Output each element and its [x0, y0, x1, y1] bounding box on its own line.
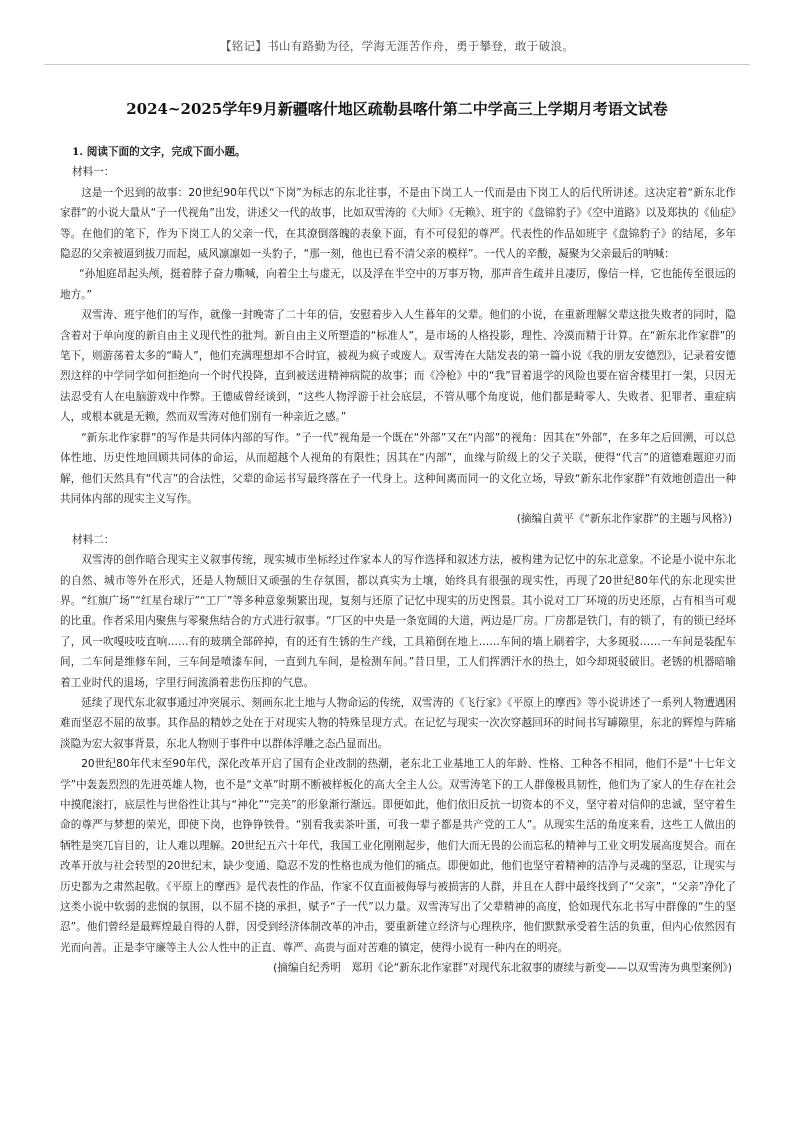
material-2-source: (摘编自纪秀明 郑玥《论“新东北作家群”对现代东北叙事的赓续与新变——以双雪涛为典型案例》) [273, 962, 732, 975]
page-title: 2024~2025学年9月新疆喀什地区疏勒县喀什第二中学高三上学期月考语文试卷 [126, 100, 668, 118]
material-1-source: (摘编自黄平《“新东北作家群”的主题与风格》) [516, 513, 732, 526]
material-2-paragraph: 20世纪80年代末至90年代，深化改革开启了国有企业改制的热潮，老东北工业基地工人的年龄、性格、工种各不相同，他们不是“十七年文学”中轰轰烈烈的先进英雄人物，也不是“文革”时期不断被样板化的高大全主人公。双雪涛笔下的工人群像极具韧性，他们为了家人的生存在社会中摸爬滚打，底层性与世俗性让其与“神化”“完美”的形象渐行渐远。即便如此，他们依旧反抗一切资本的不义，坚守着对信仰的忠诚，坚守着生命的尊严与梦想的荣光，即使下岗，也铮铮铁骨。“别看我卖茶叶蛋，可我一辈子都是共产党的工人”。从现实生活的角度来看，这些工人做出的牺牲是突兀盲目的，让人难以理解。20世纪五六十年代，我国工业化刚刚起步，他们大而无畏的公而忘私的精神与工业文明发展高度契合。而在改革开放与社会转型的20世纪末，缺少变通、隐忍不发的性格也成为他们的痛点。即便如此，他们也坚守着精神的洁净与灵魂的坚忍，让现实与历史都为之肃然起敬。《平原上的摩西》是代表性的作品，作家不仅直面被侮辱与被损害的人群，并且在人群中最终找到了“父亲”，“父亲”净化了这类小说中软弱的悲悯的氛围，以不屈不挠的承担，赋予“子一代”以力量。双雪涛写出了父辈精神的高度，恰如现代东北书写中群像的“生的坚忍”。他们曾经是最辉煌最自得的人群，因受到经济体制改革的冲击，要重新建立经济与心理秩序，他们默默承受着生活的负重，但内心依然因有光而向善。正是李守廉等主人公人性中的正直、尊严、高贵与面对苦难的镇定，使得小说有一种内在的明亮。 [60, 758, 736, 954]
material-2-paragraph: 双雪涛的创作暗合现实主义叙事传统，现实城市坐标经过作家本人的写作选择和叙述方法，被构建为记忆中的东北意象。不论是小说中东北的自然、城市等外在形式，还是人物颓旧又顽强的生存氛围，都以真实为土壤，始终具有很强的现实性，再现了20世纪80年代的东北现实世界。“红旗广场”“红星台球厅”“工厂”等多种意象频繁出现，复刻与还原了记忆中现实的历史图景。其小说对工厂环境的历史还原，占有相当可观的比重。作者采用内聚焦与零聚焦结合的方式进行叙事。“厂区的中央是一条宽阔的大道，两边是厂房。厂房都是铁门，有的锁了，有的锁已经坏了，风一吹嘎吱吱直响……有的玻璃全部碎掉，有的还有生锈的生产线，工具箱倒在地上……车间的墙上刷着字，大多斑驳……一车间是装配车间，二车间是维修车间，三车间是喷漆车间，一直到九车间，是检测车间。”昔日里，工人们挥洒汗水的热土，如今却斑驳破旧。老锈的机器暗喻着工业时代的退场，字里行间流淌着悲伤压抑的气息。 [60, 554, 736, 689]
material-1-paragraph: 这是一个迟到的故事：20世纪90年代以“下岗”为标志的东北往事，不是由下岗工人一代而是由下岗工人的后代所讲述。这决定着“新东北作家群”的小说大量从“子一代视角”出发，讲述父一代的故事，比如双雪涛的《大师》《无赖》、班宇的《盘锦豹子》《空中道路》以及郑执的《仙症》等。在他们的笔下，作为下岗工人的父亲一代，在其潦倒落魄的表象下面，有不可侵犯的尊严。代表性的作品如班宇《盘锦豹子》的结尾，多年隐忍的父亲被逼到拔刀而起，威风凛凛如一头豹子，“那一刻，他也已看不清父亲的模样”。一代人的辛酸，凝聚为父亲最后的呐喊： [60, 186, 736, 261]
header-divider [44, 64, 750, 65]
material-1-quote: “孙旭庭昂起头颅，挺着脖子奋力嘶喊，向着尘土与虚无，以及浮在半空中的万事万物，那声音生疏并且凄厉，像信一样，它也能传至很远的地方。” [60, 268, 736, 301]
header-motto: 【铭记】书山有路勤为径，学海无涯苦作舟，勇于攀登，敢于破浪。 [220, 39, 574, 53]
question-body [60, 142, 736, 979]
material-1-label: 材料一： [72, 166, 115, 179]
material-1-paragraph: “新东北作家群”的写作是共同体内部的写作。“子一代”视角是一个既在“外部”又在“内部”的视角：因其在“外部”，在多年之后回溯，可以总体性地、历史性地回顾共同体的命运，从而超越个人视角的有限性；因其在“内部”，血缘与阶级上的父子关联，使得“代言”的道德难题迎刃而解，他们天然具有“代言”的合法性，父辈的命运书写最终落在子一代身上。这种间离而同一的文化立场，导致“新东北作家群”有效地创造出一种共同体内部的现实主义写作。 [60, 431, 736, 505]
material-2-label: 材料二： [72, 533, 115, 546]
material-2-paragraph: 延续了现代东北叙事通过冲突展示、刻画东北土地与人物命运的传统，双雪涛的《飞行家》《平原上的摩西》等小说讲述了一系列人物遭遇困难而坚忍不屈的故事。其作品的精妙之处在于对现实人物的特殊呈现方式。在记忆与现实一次次穿越回环的时间书写罅隙里，东北的辉煌与阵痛淡隐为宏大叙事背景，东北人物则于事件中以群体浮雕之态凸显而出。 [60, 696, 736, 750]
material-1-paragraph: 双雪涛、班宇他们的写作，就像一封晚寄了二十年的信，安慰着步入人生暮年的父辈。他们的小说，在重新理解父辈这批失败者的同时，隐含着对于单向度的新自由主义现代性的批判。新自由主义所塑造的“标准人”，是市场的人格投影，理性、冷漠而精于计算。在“新东北作家群”的笔下，则游荡着太多的“畸人”，他们充满理想却不合时宜，被视为疯子或废人。双雪涛在大陆发表的第一篇小说《我的朋友安德烈》，记录着安德烈这样的中学同学如何拒绝向一个时代投降，直到被送进精神病院的故事；而《冷枪》中的“我”冒着退学的风险也要在宿舍楼里打一架，只因无法忍受有人在电脑游戏中作弊。王德威曾经谈到，“这些人物浮游于社会底层，不管从哪个角度说，他们都是畸零人、失败者、犯罪者、重症病人，或根本就是无赖，然而双雪涛对他们别有一种亲近之感。” [60, 309, 736, 424]
question-instruction: 1. 阅读下面的文字，完成下面小题。 [72, 146, 246, 158]
